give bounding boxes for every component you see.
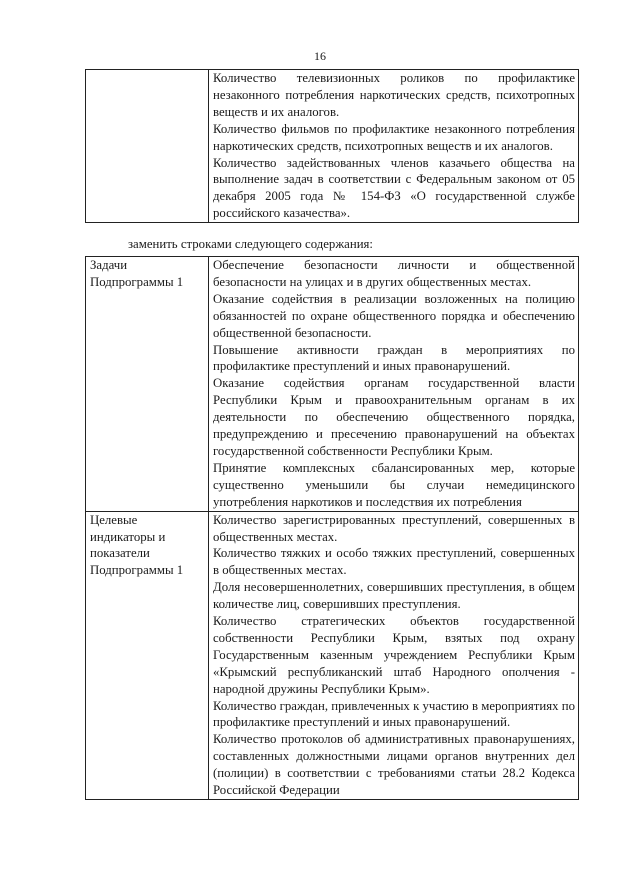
row-label xyxy=(86,70,209,223)
top-table xyxy=(85,69,579,223)
task-paragraph: Повышение активности граждан в мероприятиях по профилактике преступлений и иных правонарушений. xyxy=(213,342,575,374)
indicator-paragraph: Количество задействованных членов казачьего общества на выполнение задач в соответствии с Федеральным законом от 05 декабря 2005 года № 154-ФЗ «О государственной службе российского казачества». xyxy=(213,155,575,221)
indicator-paragraph: Количество протоколов об административных правонарушениях, составленных должностными лицами органов внутренних дел (полиции) в соответствии с требованиями статьи 28.2 Кодекса Российской Федерации xyxy=(213,732,575,798)
indicator-paragraph: Количество фильмов по профилактике незаконного потребления наркотических средств, психотропных веществ и их аналогов. xyxy=(213,121,575,153)
table-row xyxy=(86,70,579,223)
table-row xyxy=(86,257,579,512)
table-row xyxy=(86,511,579,799)
task-paragraph: Принятие комплексных сбалансированных мер, которые существенно уменьшили бы случаи немедицинского употребления наркотиков и последствия их потребления xyxy=(213,460,575,509)
row-content xyxy=(209,70,579,223)
indicator-paragraph: Количество стратегических объектов государственной собственности Республики Крым, взятых под охрану Государственным казенным учреждением Республики Крым «Крымский республиканский штаб Народного ополчения - народной дружины Республики Крым». xyxy=(213,614,575,696)
indicator-paragraph: Количество телевизионных роликов по профилактике незаконного потребления наркотических средств, психотропных веществ и их аналогов. xyxy=(213,71,575,119)
main-table xyxy=(85,256,579,800)
indicator-paragraph: Доля несовершеннолетних, совершивших преступления, в общем количестве лиц, совершивших преступления. xyxy=(213,580,575,612)
row-label-tasks: Задачи Подпрограммы 1 xyxy=(86,257,209,512)
indicator-paragraph: Количество зарегистрированных преступлений, совершенных в общественных местах. xyxy=(213,512,575,544)
indicator-paragraph: Количество тяжких и особо тяжких преступлений, совершенных в общественных местах. xyxy=(213,546,575,578)
replace-instruction: заменить строками следующего содержания: xyxy=(128,237,373,251)
indicator-paragraph: Количество граждан, привлеченных к участию в мероприятиях по профилактике преступлений и иных правонарушений. xyxy=(213,698,575,730)
task-paragraph: Обеспечение безопасности личности и общественной безопасности на улицах и в других общественных местах. xyxy=(213,258,575,289)
page-number: 16 xyxy=(314,49,326,63)
task-paragraph: Оказание содействия органам государственной власти Республики Крым и правоохранительным органам в их деятельности по обеспечению общественного порядка, предупреждению и пресечению правонарушений на объектах государственной собственности Республики Крым. xyxy=(213,376,575,458)
row-content xyxy=(209,511,579,799)
row-label-indicators: Целевые индикаторы и показатели Подпрограммы 1 xyxy=(86,511,209,799)
task-paragraph: Оказание содействия в реализации возложенных на полицию обязанностей по охране общественного порядка и обеспечению общественной безопасности. xyxy=(213,291,575,340)
row-content xyxy=(209,257,579,512)
